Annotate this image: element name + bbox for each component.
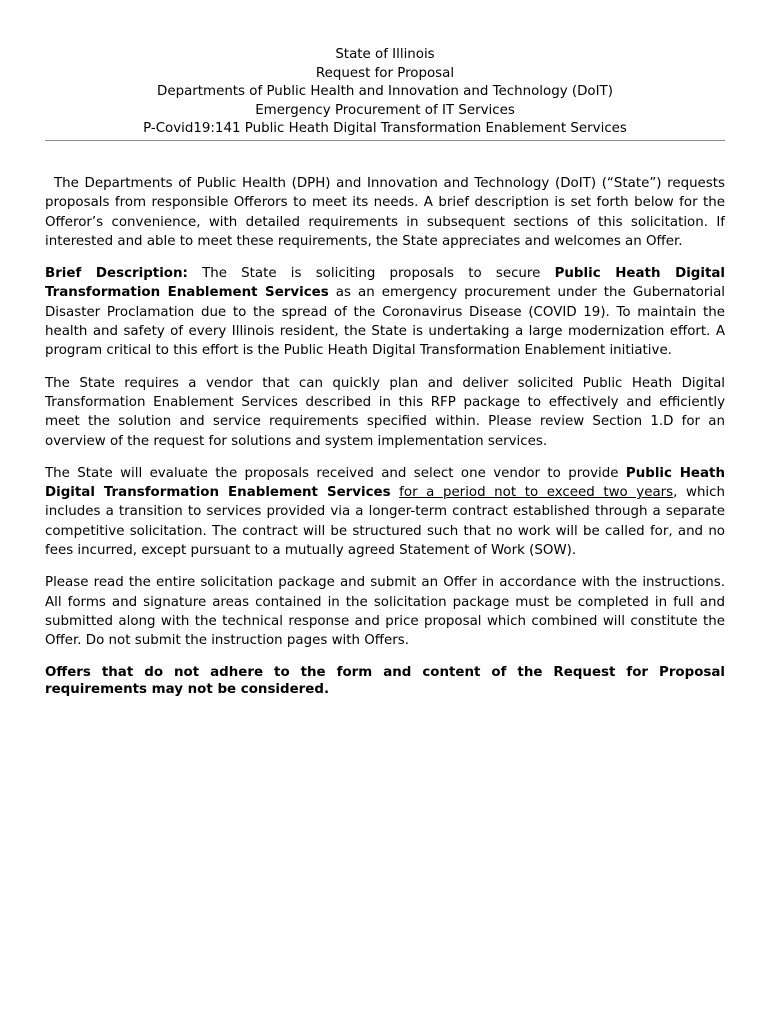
brief-text-1: The State is soliciting proposals to secure [187, 266, 555, 282]
instructions-paragraph: Please read the entire solicitation package and submit an Offer in accordance with the instructions. All forms and signature areas contained in the solicitation package must be completed in full and submitted along with the technical response and price proposal which combined will constitute the Offer. Do not submit the instruction pages with Offers. [45, 575, 725, 649]
header-procurement-type: Emergency Procurement of IT Services [255, 102, 515, 118]
warning-paragraph: Offers that do not adhere to the form and content of the Request for Proposal requirements may not be considered. [45, 664, 725, 697]
evaluation-service-name: Public Heath Digital Transformation Enablement Services [45, 465, 725, 501]
header-state: State of Illinois [335, 47, 435, 62]
header-doc-type: Request for Proposal [315, 65, 455, 81]
brief-service-name: Public Heath Digital Transformation Enablement Services [45, 266, 725, 301]
evaluation-text-1: The State will evaluate the proposals received and select one vendor to provide [45, 465, 626, 481]
evaluation-text-3: , which includes a transition to services provided via a longer-term contract established through a separate competitive solicitation. The contract will be structured such that no work will be called for, and no fees incurred, except pursuant to a mutually agreed Statement of Work (SOW). [45, 485, 725, 559]
document-page [45, 46, 725, 698]
requirements-paragraph: The State requires a vendor that can quickly plan and deliver solicited Public Heath Digital Transformation Enablement Services described in this RFP package to effectively and efficiently meet the solution and service requirements specified within. Please review Section 1.D for an overview of the request for solutions and system implementation services. [45, 375, 725, 449]
brief-description-paragraph [45, 264, 725, 360]
intro-paragraph: The Departments of Public Health (DPH) and Innovation and Technology (DoIT) (“State”) requests proposals from responsible Offerors to meet its needs. A brief description is set forth below for the Offeror’s convenience, with detailed requirements in subsequent sections of this solicitation. If interested and able to meet these requirements, the State appreciates and welcomes an Offer. [45, 175, 725, 249]
brief-description-label: Brief Description: [45, 266, 188, 282]
brief-text-2: as an emergency procurement under the Gubernatorial Disaster Proclamation due to the spread of the Coronavirus Disease (COVID 19). To maintain the health and safety of every Illinois resident, the State is undertaking a large modernization effort. A program critical to this effort is the Public Heath Digital Transformation Enablement initiative. [45, 285, 725, 359]
header-departments: Departments of Public Health and Innovation and Technology (DoIT) [157, 84, 613, 100]
header-solicitation-title: P-Covid19:141 Public Heath Digital Transformation Enablement Services [143, 121, 627, 137]
document-header [45, 46, 725, 141]
evaluation-text-2 [391, 485, 400, 500]
evaluation-paragraph [45, 464, 725, 560]
document-body [45, 174, 725, 698]
evaluation-period-limit: for a period not to exceed two years [399, 485, 674, 501]
